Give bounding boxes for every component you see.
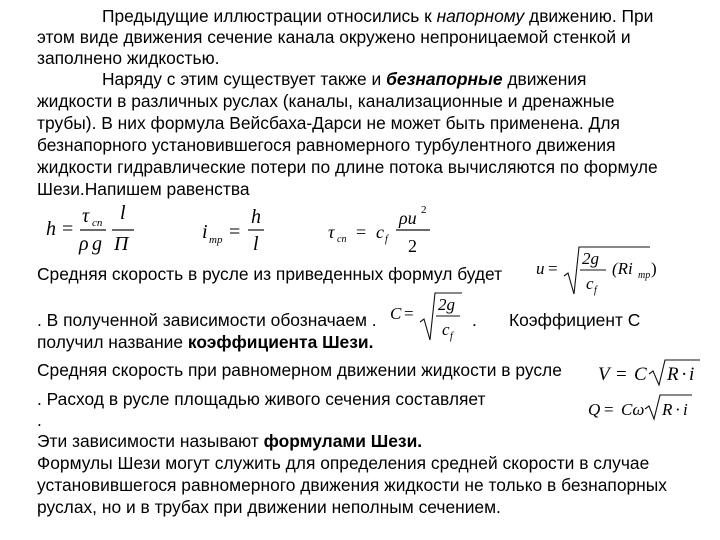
paragraph-2-line-6: Шези.Напишем равенства	[37, 179, 250, 199]
svg-text:f: f	[385, 234, 388, 245]
paragraph-2-line-1: Наряду с этим существует также и безнапорные движения	[102, 69, 587, 89]
paragraph-2-line-5: жидкости гидравлические потери по длине потока вычисляются по формуле	[37, 157, 658, 177]
called-line: Эти зависимости называют формулами Шези.	[37, 431, 423, 451]
svg-text:R: R	[662, 400, 673, 419]
svg-text:2: 2	[408, 236, 417, 256]
paragraph-1-line-1: Предыдущие иллюстрации относились к напорному движению. При	[102, 6, 654, 26]
uniform-speed-line: Средняя скорость при равномерном движении жидкости в русле	[37, 360, 562, 380]
svg-text:f: f	[450, 331, 453, 342]
svg-text:=: =	[62, 218, 74, 240]
svg-text:=: =	[356, 222, 367, 242]
formula-chezy-coefficient	[388, 289, 468, 345]
svg-text:=: =	[404, 304, 414, 323]
coefficient-c-label: Коэффициент С	[509, 310, 641, 330]
emphasis-free-surface: безнапорные	[386, 69, 503, 89]
svg-text:2g: 2g	[438, 295, 455, 314]
svg-text:c: c	[586, 274, 594, 293]
svg-text:=: =	[229, 221, 241, 243]
svg-text:l: l	[253, 233, 259, 255]
svg-text:тр: тр	[638, 270, 651, 281]
svg-text:R: R	[667, 364, 679, 385]
chezy-coefficient-term: коэффициента Шези.	[187, 332, 374, 352]
svg-text:=: =	[616, 364, 627, 385]
svg-text:C: C	[390, 304, 402, 323]
formula-chezy-discharge	[586, 391, 696, 423]
svg-text:Q: Q	[588, 400, 601, 419]
svg-text:(Ri: (Ri	[612, 259, 633, 278]
svg-text:i: i	[689, 364, 695, 385]
svg-text:): )	[651, 259, 657, 278]
formula-chezy-velocity	[596, 356, 706, 390]
emphasis-pressure: напорному	[436, 6, 525, 26]
svg-text:i: i	[202, 221, 208, 243]
formula-average-velocity	[534, 243, 674, 299]
paragraph-2-line-3: трубы). В них формула Вейсбаха-Дарси не может быть применена. Для	[37, 113, 620, 133]
svg-text:g: g	[92, 233, 102, 255]
svg-text:·: ·	[681, 364, 688, 385]
final-line-2: установившегося равномерного движения жидкости не только в безнапорных	[37, 475, 667, 495]
svg-text:C: C	[634, 364, 647, 385]
svg-text:V: V	[598, 364, 610, 385]
flow-rate-line: . Расход в русле площадью живого сечения составляет	[37, 389, 486, 409]
svg-text:=: =	[604, 400, 614, 419]
svg-text:ρ: ρ	[79, 233, 89, 255]
svg-text:Π: Π	[114, 233, 129, 255]
svg-text:f: f	[594, 285, 597, 296]
svg-text:·: ·	[675, 400, 681, 419]
svg-text:τ: τ	[82, 205, 90, 227]
paragraph-1-line-3: заполнено жидкостью.	[37, 48, 220, 68]
svg-text:i: i	[683, 400, 688, 419]
formula-shear-stress	[328, 204, 430, 256]
formula-head-loss	[46, 202, 134, 255]
svg-text:ρu: ρu	[399, 208, 417, 228]
svg-text:h: h	[251, 206, 261, 228]
svg-text:сп: сп	[337, 234, 347, 245]
paragraph-2-line-4: безнапорного установившегося равномерного турбулентного движения	[37, 135, 616, 155]
svg-text:2: 2	[421, 204, 427, 216]
svg-text:тр: тр	[209, 234, 223, 246]
svg-text:c: c	[442, 320, 450, 339]
svg-text:h: h	[46, 218, 56, 240]
chezy-formulas-term: формулами Шези.	[263, 431, 423, 451]
svg-text:u: u	[536, 259, 545, 278]
final-line-3: руслах, но и в трубах при движении неполным сечением.	[37, 497, 501, 517]
svg-text:c: c	[376, 222, 384, 242]
final-line-1: Формулы Шези могут служить для определения средней скорости в случае	[37, 453, 650, 473]
average-speed-line: Средняя скорость в русле из приведенных формул будет	[37, 264, 503, 284]
named-line: получил название коэффициента Шези.	[37, 332, 374, 352]
paragraph-1-line-2: этом виде движения сечение канала окружено непроницаемой стенкой и	[37, 27, 631, 47]
svg-text:сп: сп	[92, 217, 103, 229]
svg-text:l: l	[120, 202, 126, 224]
paragraph-2-line-2: жидкости в различных руслах (каналы, канализационные и дренажные	[37, 91, 615, 111]
svg-text:2g: 2g	[582, 249, 599, 268]
formula-hydraulic-gradient	[202, 206, 264, 255]
svg-text:=: =	[548, 259, 558, 278]
denote-dot: .	[472, 310, 477, 330]
svg-text:Cω: Cω	[621, 400, 645, 419]
dot-line: .	[37, 410, 42, 430]
denote-line: . В полученной зависимости обозначаем .	[37, 310, 377, 330]
svg-text:τ: τ	[328, 222, 335, 242]
